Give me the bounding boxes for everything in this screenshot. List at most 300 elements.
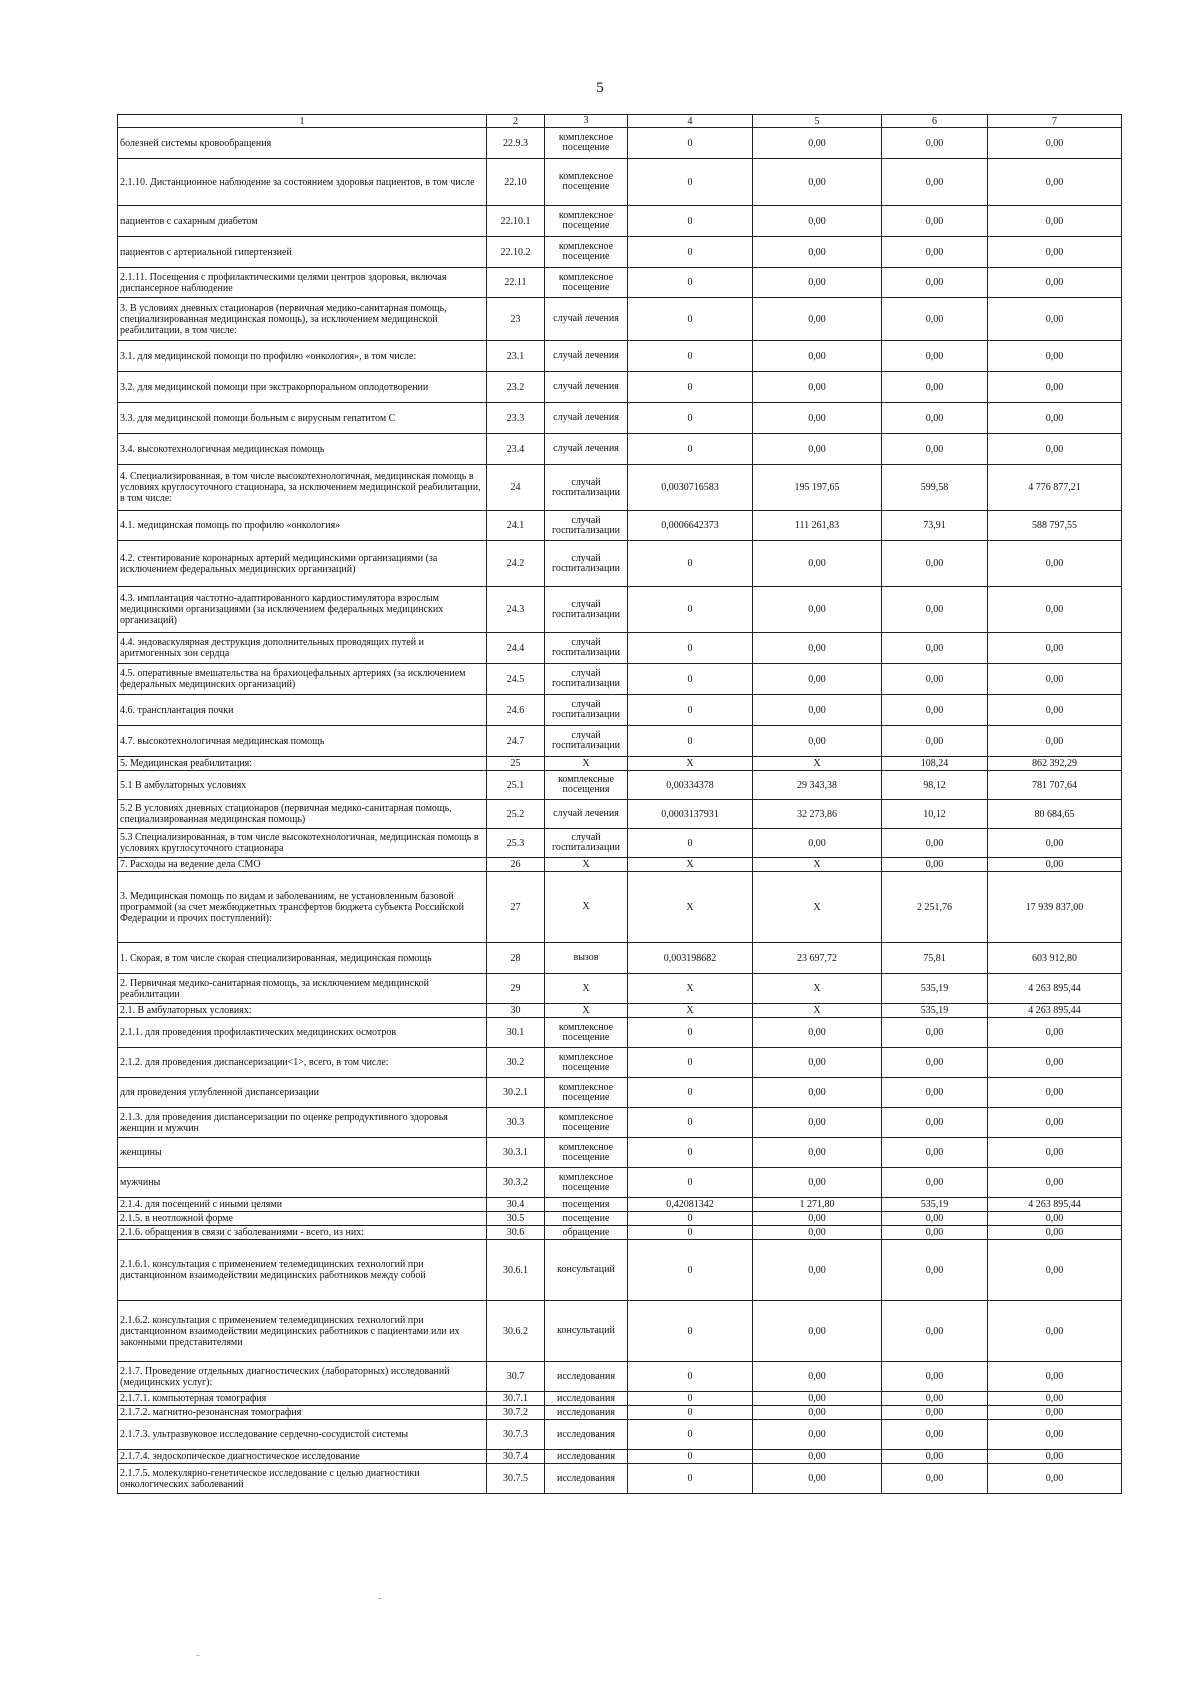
- unit: комплексное посещение: [545, 128, 628, 159]
- column-header-2: 2: [487, 115, 545, 128]
- total-amount: 781 707,64: [988, 771, 1122, 800]
- per-capita: 0,00: [882, 1108, 988, 1138]
- row-label: 3.1. для медицинской помощи по профилю «онкология», в том числе:: [118, 341, 487, 372]
- cost-norm: 0,00: [753, 1226, 882, 1240]
- total-amount: 0,00: [988, 1138, 1122, 1168]
- table-row: [118, 1406, 1122, 1420]
- row-code: 30.1: [487, 1018, 545, 1048]
- table-row: [118, 1464, 1122, 1494]
- financing-table-container: [117, 114, 1121, 1494]
- per-capita: 0,00: [882, 1078, 988, 1108]
- table-row: [118, 237, 1122, 268]
- row-label: 4.3. имплантация частотно-адаптированного кардиостимулятора взрослым медицинскими организациями (за исключением федеральных медицинских организаций): [118, 587, 487, 633]
- cost-norm: 0,00: [753, 1240, 882, 1301]
- total-amount: 0,00: [988, 1240, 1122, 1301]
- unit: комплексное посещение: [545, 268, 628, 298]
- volume-norm: 0,00334378: [628, 771, 753, 800]
- volume-norm: 0: [628, 1450, 753, 1464]
- per-capita: 0,00: [882, 268, 988, 298]
- table-row: [118, 434, 1122, 465]
- cost-norm: 0,00: [753, 1048, 882, 1078]
- volume-norm: 0: [628, 1362, 753, 1392]
- total-amount: 0,00: [988, 541, 1122, 587]
- cost-norm: 1 271,80: [753, 1198, 882, 1212]
- row-label: 2.1.7.5. молекулярно-генетическое исследование с целью диагностики онкологических заболеваний: [118, 1464, 487, 1494]
- row-code: 30.7.5: [487, 1464, 545, 1494]
- row-code: 30.7.4: [487, 1450, 545, 1464]
- row-code: 23: [487, 298, 545, 341]
- row-label: 4.2. стентирование коронарных артерий медицинскими организациями (за исключением федеральных медицинских организаций): [118, 541, 487, 587]
- table-row: [118, 695, 1122, 726]
- cost-norm: Х: [753, 1004, 882, 1018]
- total-amount: 0,00: [988, 341, 1122, 372]
- table-row: [118, 1301, 1122, 1362]
- row-label: 4. Специализированная, в том числе высокотехнологичная, медицинская помощь в условиях круглосуточного стационара, за исключением медицинской реабилитации, в том числе:: [118, 465, 487, 511]
- cost-norm: 0,00: [753, 1450, 882, 1464]
- table-row: [118, 159, 1122, 206]
- volume-norm: 0: [628, 159, 753, 206]
- row-label: 2.1.7.4. эндоскопическое диагностическое исследование: [118, 1450, 487, 1464]
- total-amount: 0,00: [988, 1392, 1122, 1406]
- table-row: [118, 1078, 1122, 1108]
- scan-artifact: [378, 1598, 381, 1599]
- cost-norm: 0,00: [753, 1406, 882, 1420]
- cost-norm: Х: [753, 974, 882, 1004]
- unit: комплексные посещения: [545, 771, 628, 800]
- total-amount: 0,00: [988, 829, 1122, 858]
- table-row: [118, 403, 1122, 434]
- row-label: 2.1.10. Дистанционное наблюдение за состоянием здоровья пациентов, в том числе: [118, 159, 487, 206]
- unit: случай госпитализации: [545, 695, 628, 726]
- scan-artifact: [196, 1655, 200, 1656]
- per-capita: 0,00: [882, 633, 988, 664]
- row-label: 7. Расходы на ведение дела СМО: [118, 858, 487, 872]
- table-row: [118, 511, 1122, 541]
- total-amount: 4 263 895,44: [988, 1004, 1122, 1018]
- table-row: [118, 872, 1122, 943]
- cost-norm: Х: [753, 872, 882, 943]
- cost-norm: 0,00: [753, 695, 882, 726]
- per-capita: 0,00: [882, 403, 988, 434]
- cost-norm: 0,00: [753, 1464, 882, 1494]
- per-capita: 0,00: [882, 372, 988, 403]
- row-code: 24.2: [487, 541, 545, 587]
- unit: комплексное посещение: [545, 1168, 628, 1198]
- row-code: 30.7.1: [487, 1392, 545, 1406]
- volume-norm: 0,003198682: [628, 943, 753, 974]
- unit: исследования: [545, 1362, 628, 1392]
- total-amount: 0,00: [988, 434, 1122, 465]
- row-code: 30.3: [487, 1108, 545, 1138]
- unit: Х: [545, 858, 628, 872]
- row-label: 4.5. оперативные вмешательства на брахиоцефальных артериях (за исключением федеральных медицинских организаций): [118, 664, 487, 695]
- per-capita: 0,00: [882, 1048, 988, 1078]
- cost-norm: 0,00: [753, 1420, 882, 1450]
- row-label: 4.1. медицинская помощь по профилю «онкология»: [118, 511, 487, 541]
- unit: вызов: [545, 943, 628, 974]
- cost-norm: 0,00: [753, 1392, 882, 1406]
- unit: посещения: [545, 1198, 628, 1212]
- cost-norm: 0,00: [753, 298, 882, 341]
- header-row: [118, 115, 1122, 128]
- per-capita: 0,00: [882, 1392, 988, 1406]
- row-code: 23.4: [487, 434, 545, 465]
- table-row: [118, 1048, 1122, 1078]
- volume-norm: Х: [628, 872, 753, 943]
- table-row: [118, 1362, 1122, 1392]
- per-capita: 0,00: [882, 1212, 988, 1226]
- volume-norm: 0: [628, 664, 753, 695]
- table-row: [118, 800, 1122, 829]
- volume-norm: 0: [628, 541, 753, 587]
- total-amount: 0,00: [988, 695, 1122, 726]
- total-amount: 0,00: [988, 633, 1122, 664]
- total-amount: 17 939 837,00: [988, 872, 1122, 943]
- per-capita: 0,00: [882, 128, 988, 159]
- unit: исследования: [545, 1464, 628, 1494]
- total-amount: 0,00: [988, 268, 1122, 298]
- total-amount: 0,00: [988, 1212, 1122, 1226]
- unit: Х: [545, 757, 628, 771]
- table-row: [118, 974, 1122, 1004]
- table-row: [118, 1420, 1122, 1450]
- table-row: [118, 1450, 1122, 1464]
- row-code: 30.5: [487, 1212, 545, 1226]
- cost-norm: 0,00: [753, 633, 882, 664]
- row-code: 30.2.1: [487, 1078, 545, 1108]
- volume-norm: 0: [628, 237, 753, 268]
- row-code: 24.5: [487, 664, 545, 695]
- volume-norm: 0: [628, 434, 753, 465]
- row-code: 30.6: [487, 1226, 545, 1240]
- table-row: [118, 1240, 1122, 1301]
- cost-norm: 0,00: [753, 372, 882, 403]
- volume-norm: 0: [628, 268, 753, 298]
- total-amount: 0,00: [988, 1406, 1122, 1420]
- row-label: 1. Скорая, в том числе скорая специализированная, медицинская помощь: [118, 943, 487, 974]
- cost-norm: Х: [753, 858, 882, 872]
- unit: исследования: [545, 1450, 628, 1464]
- total-amount: 0,00: [988, 206, 1122, 237]
- per-capita: 0,00: [882, 1240, 988, 1301]
- row-label: 2.1.5. в неотложной форме: [118, 1212, 487, 1226]
- unit: случай лечения: [545, 341, 628, 372]
- total-amount: 0,00: [988, 1464, 1122, 1494]
- page-number: 5: [596, 80, 604, 96]
- per-capita: 0,00: [882, 1450, 988, 1464]
- row-code: 30.3.1: [487, 1138, 545, 1168]
- row-code: 24.7: [487, 726, 545, 757]
- cost-norm: 0,00: [753, 1362, 882, 1392]
- per-capita: 535,19: [882, 974, 988, 1004]
- volume-norm: Х: [628, 858, 753, 872]
- table-row: [118, 1226, 1122, 1240]
- per-capita: 0,00: [882, 1406, 988, 1420]
- row-code: 30.3.2: [487, 1168, 545, 1198]
- per-capita: 0,00: [882, 341, 988, 372]
- table-row: [118, 664, 1122, 695]
- row-label: женщины: [118, 1138, 487, 1168]
- cost-norm: 0,00: [753, 268, 882, 298]
- total-amount: 0,00: [988, 664, 1122, 695]
- unit: Х: [545, 974, 628, 1004]
- per-capita: 535,19: [882, 1004, 988, 1018]
- row-label: пациентов с артериальной гипертензией: [118, 237, 487, 268]
- unit: случай госпитализации: [545, 465, 628, 511]
- table-row: [118, 128, 1122, 159]
- per-capita: 0,00: [882, 1168, 988, 1198]
- total-amount: 0,00: [988, 128, 1122, 159]
- table-row: [118, 757, 1122, 771]
- total-amount: 0,00: [988, 587, 1122, 633]
- volume-norm: 0: [628, 633, 753, 664]
- unit: комплексное посещение: [545, 206, 628, 237]
- per-capita: 0,00: [882, 1018, 988, 1048]
- row-label: пациентов с сахарным диабетом: [118, 206, 487, 237]
- row-label: 2.1.6. обращения в связи с заболеваниями - всего, из них:: [118, 1226, 487, 1240]
- unit: случай лечения: [545, 434, 628, 465]
- row-code: 30.2: [487, 1048, 545, 1078]
- per-capita: 0,00: [882, 206, 988, 237]
- row-code: 22.11: [487, 268, 545, 298]
- per-capita: 75,81: [882, 943, 988, 974]
- row-code: 25.1: [487, 771, 545, 800]
- cost-norm: 0,00: [753, 664, 882, 695]
- row-label: 2.1.4. для посещений с иными целями: [118, 1198, 487, 1212]
- unit: случай лечения: [545, 298, 628, 341]
- table-row: [118, 1198, 1122, 1212]
- volume-norm: 0: [628, 829, 753, 858]
- row-code: 24.3: [487, 587, 545, 633]
- total-amount: 4 776 877,21: [988, 465, 1122, 511]
- row-label: 2.1. В амбулаторных условиях:: [118, 1004, 487, 1018]
- row-code: 24: [487, 465, 545, 511]
- row-label: 2.1.1. для проведения профилактических медицинских осмотров: [118, 1018, 487, 1048]
- total-amount: 0,00: [988, 237, 1122, 268]
- per-capita: 0,00: [882, 1226, 988, 1240]
- table-row: [118, 268, 1122, 298]
- unit: случай госпитализации: [545, 829, 628, 858]
- row-code: 22.10.1: [487, 206, 545, 237]
- cost-norm: 0,00: [753, 587, 882, 633]
- cost-norm: 0,00: [753, 1078, 882, 1108]
- row-label: 5.2 В условиях дневных стационаров (первичная медико-санитарная помощь, специализированная медицинская помощь): [118, 800, 487, 829]
- volume-norm: 0: [628, 341, 753, 372]
- unit: исследования: [545, 1392, 628, 1406]
- row-code: 22.10.2: [487, 237, 545, 268]
- unit: Х: [545, 872, 628, 943]
- volume-norm: 0,0030716583: [628, 465, 753, 511]
- total-amount: 0,00: [988, 1018, 1122, 1048]
- row-code: 27: [487, 872, 545, 943]
- per-capita: 0,00: [882, 829, 988, 858]
- row-label: мужчины: [118, 1168, 487, 1198]
- unit: случай госпитализации: [545, 511, 628, 541]
- volume-norm: 0: [628, 1392, 753, 1406]
- cost-norm: 32 273,86: [753, 800, 882, 829]
- unit: комплексное посещение: [545, 1018, 628, 1048]
- row-label: 2.1.6.2. консультация с применением телемедицинских технологий при дистанционном взаимодействии медицинских работников с пациентами или их законными представителями: [118, 1301, 487, 1362]
- cost-norm: 23 697,72: [753, 943, 882, 974]
- column-header-4: 4: [628, 115, 753, 128]
- row-code: 30.6.1: [487, 1240, 545, 1301]
- total-amount: 0,00: [988, 726, 1122, 757]
- row-label: болезней системы кровообращения: [118, 128, 487, 159]
- row-code: 30: [487, 1004, 545, 1018]
- row-code: 23.1: [487, 341, 545, 372]
- volume-norm: 0: [628, 128, 753, 159]
- row-label: 2.1.7.3. ультразвуковое исследование сердечно-сосудистой системы: [118, 1420, 487, 1450]
- row-code: 22.10: [487, 159, 545, 206]
- cost-norm: 195 197,65: [753, 465, 882, 511]
- row-label: 2.1.7.1. компьютерная томография: [118, 1392, 487, 1406]
- total-amount: 0,00: [988, 1108, 1122, 1138]
- volume-norm: 0: [628, 1226, 753, 1240]
- table-row: [118, 1108, 1122, 1138]
- volume-norm: 0: [628, 1138, 753, 1168]
- row-code: 23.2: [487, 372, 545, 403]
- column-header-5: 5: [753, 115, 882, 128]
- table-row: [118, 943, 1122, 974]
- total-amount: 603 912,80: [988, 943, 1122, 974]
- table-row: [118, 1138, 1122, 1168]
- table-row: [118, 1168, 1122, 1198]
- row-code: 30.7.2: [487, 1406, 545, 1420]
- total-amount: 0,00: [988, 1301, 1122, 1362]
- volume-norm: 0: [628, 1301, 753, 1362]
- volume-norm: 0: [628, 1464, 753, 1494]
- per-capita: 0,00: [882, 1138, 988, 1168]
- unit: случай госпитализации: [545, 541, 628, 587]
- volume-norm: 0: [628, 1078, 753, 1108]
- volume-norm: 0: [628, 726, 753, 757]
- table-row: [118, 726, 1122, 757]
- unit: случай лечения: [545, 372, 628, 403]
- total-amount: 862 392,29: [988, 757, 1122, 771]
- total-amount: 0,00: [988, 403, 1122, 434]
- cost-norm: 0,00: [753, 341, 882, 372]
- unit: комплексное посещение: [545, 237, 628, 268]
- unit: обращение: [545, 1226, 628, 1240]
- row-label: 3.3. для медицинской помощи больным с вирусным гепатитом С: [118, 403, 487, 434]
- row-label: 4.4. эндоваскулярная деструкция дополнительных проводящих путей и аритмогенных зон сердца: [118, 633, 487, 664]
- row-label: 2. Первичная медико-санитарная помощь, за исключением медицинской реабилитации: [118, 974, 487, 1004]
- volume-norm: 0: [628, 1406, 753, 1420]
- unit: консультаций: [545, 1301, 628, 1362]
- cost-norm: 0,00: [753, 829, 882, 858]
- row-code: 24.6: [487, 695, 545, 726]
- table-row: [118, 1018, 1122, 1048]
- row-code: 25: [487, 757, 545, 771]
- row-label: 3. Медицинская помощь по видам и заболеваниям, не установленным базовой программой (за счет межбюджетных трансфертов бюджета субъекта Российской Федерации и прочих поступлений):: [118, 872, 487, 943]
- row-label: 3.4. высокотехнологичная медицинская помощь: [118, 434, 487, 465]
- row-code: 30.4: [487, 1198, 545, 1212]
- row-label: 2.1.3. для проведения диспансеризации по оценке репродуктивного здоровья женщин и мужчин: [118, 1108, 487, 1138]
- row-code: 28: [487, 943, 545, 974]
- row-label: 5.3 Специализированная, в том числе высокотехнологичная, медицинская помощь в условиях круглосуточного стационара: [118, 829, 487, 858]
- unit: консультаций: [545, 1240, 628, 1301]
- column-header-7: 7: [988, 115, 1122, 128]
- table-row: [118, 1392, 1122, 1406]
- cost-norm: 0,00: [753, 1212, 882, 1226]
- volume-norm: Х: [628, 974, 753, 1004]
- volume-norm: 0,0003137931: [628, 800, 753, 829]
- total-amount: 0,00: [988, 1362, 1122, 1392]
- total-amount: 0,00: [988, 159, 1122, 206]
- total-amount: 4 263 895,44: [988, 1198, 1122, 1212]
- row-label: 2.1.7.2. магнитно-резонансная томография: [118, 1406, 487, 1420]
- row-label: 5. Медицинская реабилитация:: [118, 757, 487, 771]
- cost-norm: 0,00: [753, 541, 882, 587]
- volume-norm: 0: [628, 1168, 753, 1198]
- unit: комплексное посещение: [545, 1078, 628, 1108]
- unit: комплексное посещение: [545, 1048, 628, 1078]
- table-row: [118, 633, 1122, 664]
- per-capita: 108,24: [882, 757, 988, 771]
- table-row: [118, 1004, 1122, 1018]
- unit: комплексное посещение: [545, 159, 628, 206]
- cost-norm: 0,00: [753, 434, 882, 465]
- cost-norm: 0,00: [753, 237, 882, 268]
- total-amount: 0,00: [988, 1226, 1122, 1240]
- per-capita: 599,58: [882, 465, 988, 511]
- row-code: 23.3: [487, 403, 545, 434]
- volume-norm: Х: [628, 1004, 753, 1018]
- total-amount: 0,00: [988, 1078, 1122, 1108]
- per-capita: 0,00: [882, 434, 988, 465]
- table-row: [118, 587, 1122, 633]
- row-label: 2.1.7. Проведение отдельных диагностических (лабораторных) исследований (медицинских услуг):: [118, 1362, 487, 1392]
- per-capita: 10,12: [882, 800, 988, 829]
- unit: Х: [545, 1004, 628, 1018]
- volume-norm: 0,42081342: [628, 1198, 753, 1212]
- table-row: [118, 341, 1122, 372]
- unit: случай лечения: [545, 800, 628, 829]
- per-capita: 535,19: [882, 1198, 988, 1212]
- per-capita: 0,00: [882, 726, 988, 757]
- per-capita: 0,00: [882, 159, 988, 206]
- table-row: [118, 541, 1122, 587]
- cost-norm: 0,00: [753, 726, 882, 757]
- volume-norm: 0: [628, 372, 753, 403]
- cost-norm: 111 261,83: [753, 511, 882, 541]
- row-code: 26: [487, 858, 545, 872]
- total-amount: 0,00: [988, 372, 1122, 403]
- row-code: 30.6.2: [487, 1301, 545, 1362]
- cost-norm: 0,00: [753, 1018, 882, 1048]
- total-amount: 4 263 895,44: [988, 974, 1122, 1004]
- total-amount: 80 684,65: [988, 800, 1122, 829]
- financing-table: [117, 114, 1122, 1494]
- per-capita: 0,00: [882, 664, 988, 695]
- per-capita: 0,00: [882, 858, 988, 872]
- table-row: [118, 1212, 1122, 1226]
- unit: случай госпитализации: [545, 633, 628, 664]
- column-header-1: 1: [118, 115, 487, 128]
- row-label: 4.6. трансплантация почки: [118, 695, 487, 726]
- cost-norm: 0,00: [753, 1168, 882, 1198]
- row-code: 22.9.3: [487, 128, 545, 159]
- row-code: 30.7.3: [487, 1420, 545, 1450]
- row-code: 25.2: [487, 800, 545, 829]
- volume-norm: Х: [628, 757, 753, 771]
- row-code: 24.1: [487, 511, 545, 541]
- per-capita: 0,00: [882, 1420, 988, 1450]
- unit: случай лечения: [545, 403, 628, 434]
- row-label: 3.2. для медицинской помощи при экстракорпоральном оплодотворении: [118, 372, 487, 403]
- row-code: 25.3: [487, 829, 545, 858]
- unit: случай госпитализации: [545, 664, 628, 695]
